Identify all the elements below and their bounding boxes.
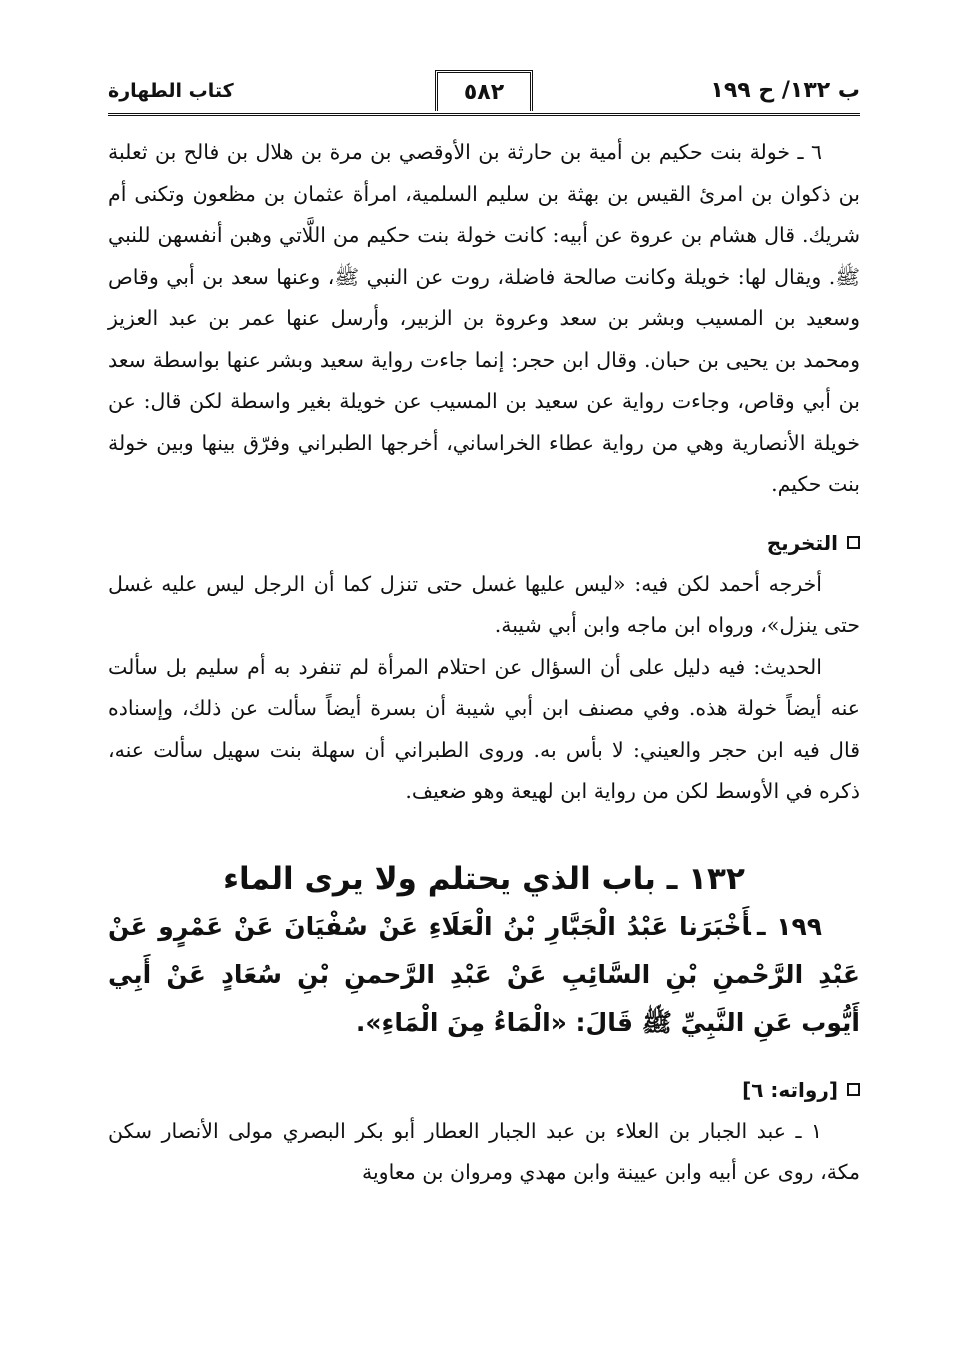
- takhrij-heading-label: التخريج: [766, 530, 838, 555]
- narrator-biography-paragraph: ٦ ـ خولة بنت حكيم بن أمية بن حارثة بن الأوقصي بن مرة بن هلال بن فالح بن ثعلبة بن ذكوان بن امرئ القيس بن بهثة بن سليم السلمية، امرأة عثمان بن مظعون وتكنى أم شريك. قال هشام بن عروة عن أبيه: كانت خولة بنت حكيم من اللَّاتي وهبن أنفسهن للنبي ﷺ. ويقال لها: خويلة وكانت صالحة فاضلة، روت عن النبي ﷺ، وعنها سعد بن أبي وقاص وسعيد بن المسيب وبشر بن سعد وعروة بن الزبير، وأرسل عنها عمر بن عبد العزيز ومحمد بن يحيى بن حبان. وقال ابن حجر: إنما جاءت رواية سعيد وبشر عنها بواسطة سعد بن أبي وقاص، وجاءت رواية عن سعيد بن المسيب عن خويلة بغير واسطة لكن قال: عن خويلة الأنصارية وهي من رواية عطاء الخراساني، أخرجها الطبراني وفرّق بينها وبين خولة بنت حكيم.: [108, 140, 860, 496]
- page-number-box: ٥٨٢: [435, 70, 533, 111]
- header-rule: [108, 113, 860, 116]
- page-header: [108, 70, 860, 116]
- takhrij-heading: [108, 526, 860, 560]
- running-header-chapter-ref: ب ١٣٢/ ح ١٩٩: [710, 78, 860, 103]
- chapter-title: ١٣٢ ـ باب الذي يحتلم ولا يرى الماء: [223, 860, 745, 897]
- narrator-entry-paragraph: ١ ـ عبد الجبار بن العلاء بن عبد الجبار العطار أبو بكر البصري مولى الأنصار سكن مكة، روى عن أبيه وابن عيينة وابن مهدي ومروان بن معاوية: [108, 1118, 860, 1184]
- hadith-number: ١٩٩ ـ: [756, 911, 822, 941]
- page-body: [108, 132, 860, 1194]
- narrators-heading: [108, 1073, 860, 1107]
- hadith-commentary-paragraph: الحديث: فيه دليل على أن السؤال عن احتلام المرأة لم تنفرد به أم سليم بل سألت عنه أيضاً خولة هذه. وفي مصنف ابن أبي شيبة أن بسرة أيضاً سألت عن ذلك، وإسناده قال فيه ابن حجر والعيني: لا بأس به. وروى الطبراني أن سهلة بنت سهيل سألت عنه، ذكره في الأوسط لكن من رواية ابن لهيعة وهو ضعيف.: [108, 654, 860, 803]
- takhrij-paragraph: أخرجه أحمد لكن فيه: «ليس عليها غسل حتى تنزل كما أن الرجل ليس عليه غسل حتى ينزل»، ورواه ابن ماجه وابن أبي شيبة.: [108, 571, 860, 637]
- narrators-heading-label: [رواته: ٦]: [742, 1077, 838, 1102]
- square-outline-icon: [847, 536, 860, 549]
- square-outline-icon: [847, 1083, 860, 1096]
- hadith-text: [108, 903, 860, 1047]
- hadith-body: أَخْبَرَنا عَبْدُ الْجَبَّارِ بْنُ الْعَلَاءِ عَنْ سُفْيَانَ عَنْ عَمْرٍو عَنْ عَبْدِ الرَّحْمنِ بْنِ السَّائِبِ عَنْ عَبْدِ الرَّحمنِ بْنِ سُعَادٍ عَنْ أَبِي أَيُّوب عَنِ النَّبِيِّ ﷺ قَالَ: «الْمَاءُ مِنَ الْمَاءِ».: [108, 911, 860, 1037]
- running-header-book-title: كتاب الطهارة: [108, 80, 234, 102]
